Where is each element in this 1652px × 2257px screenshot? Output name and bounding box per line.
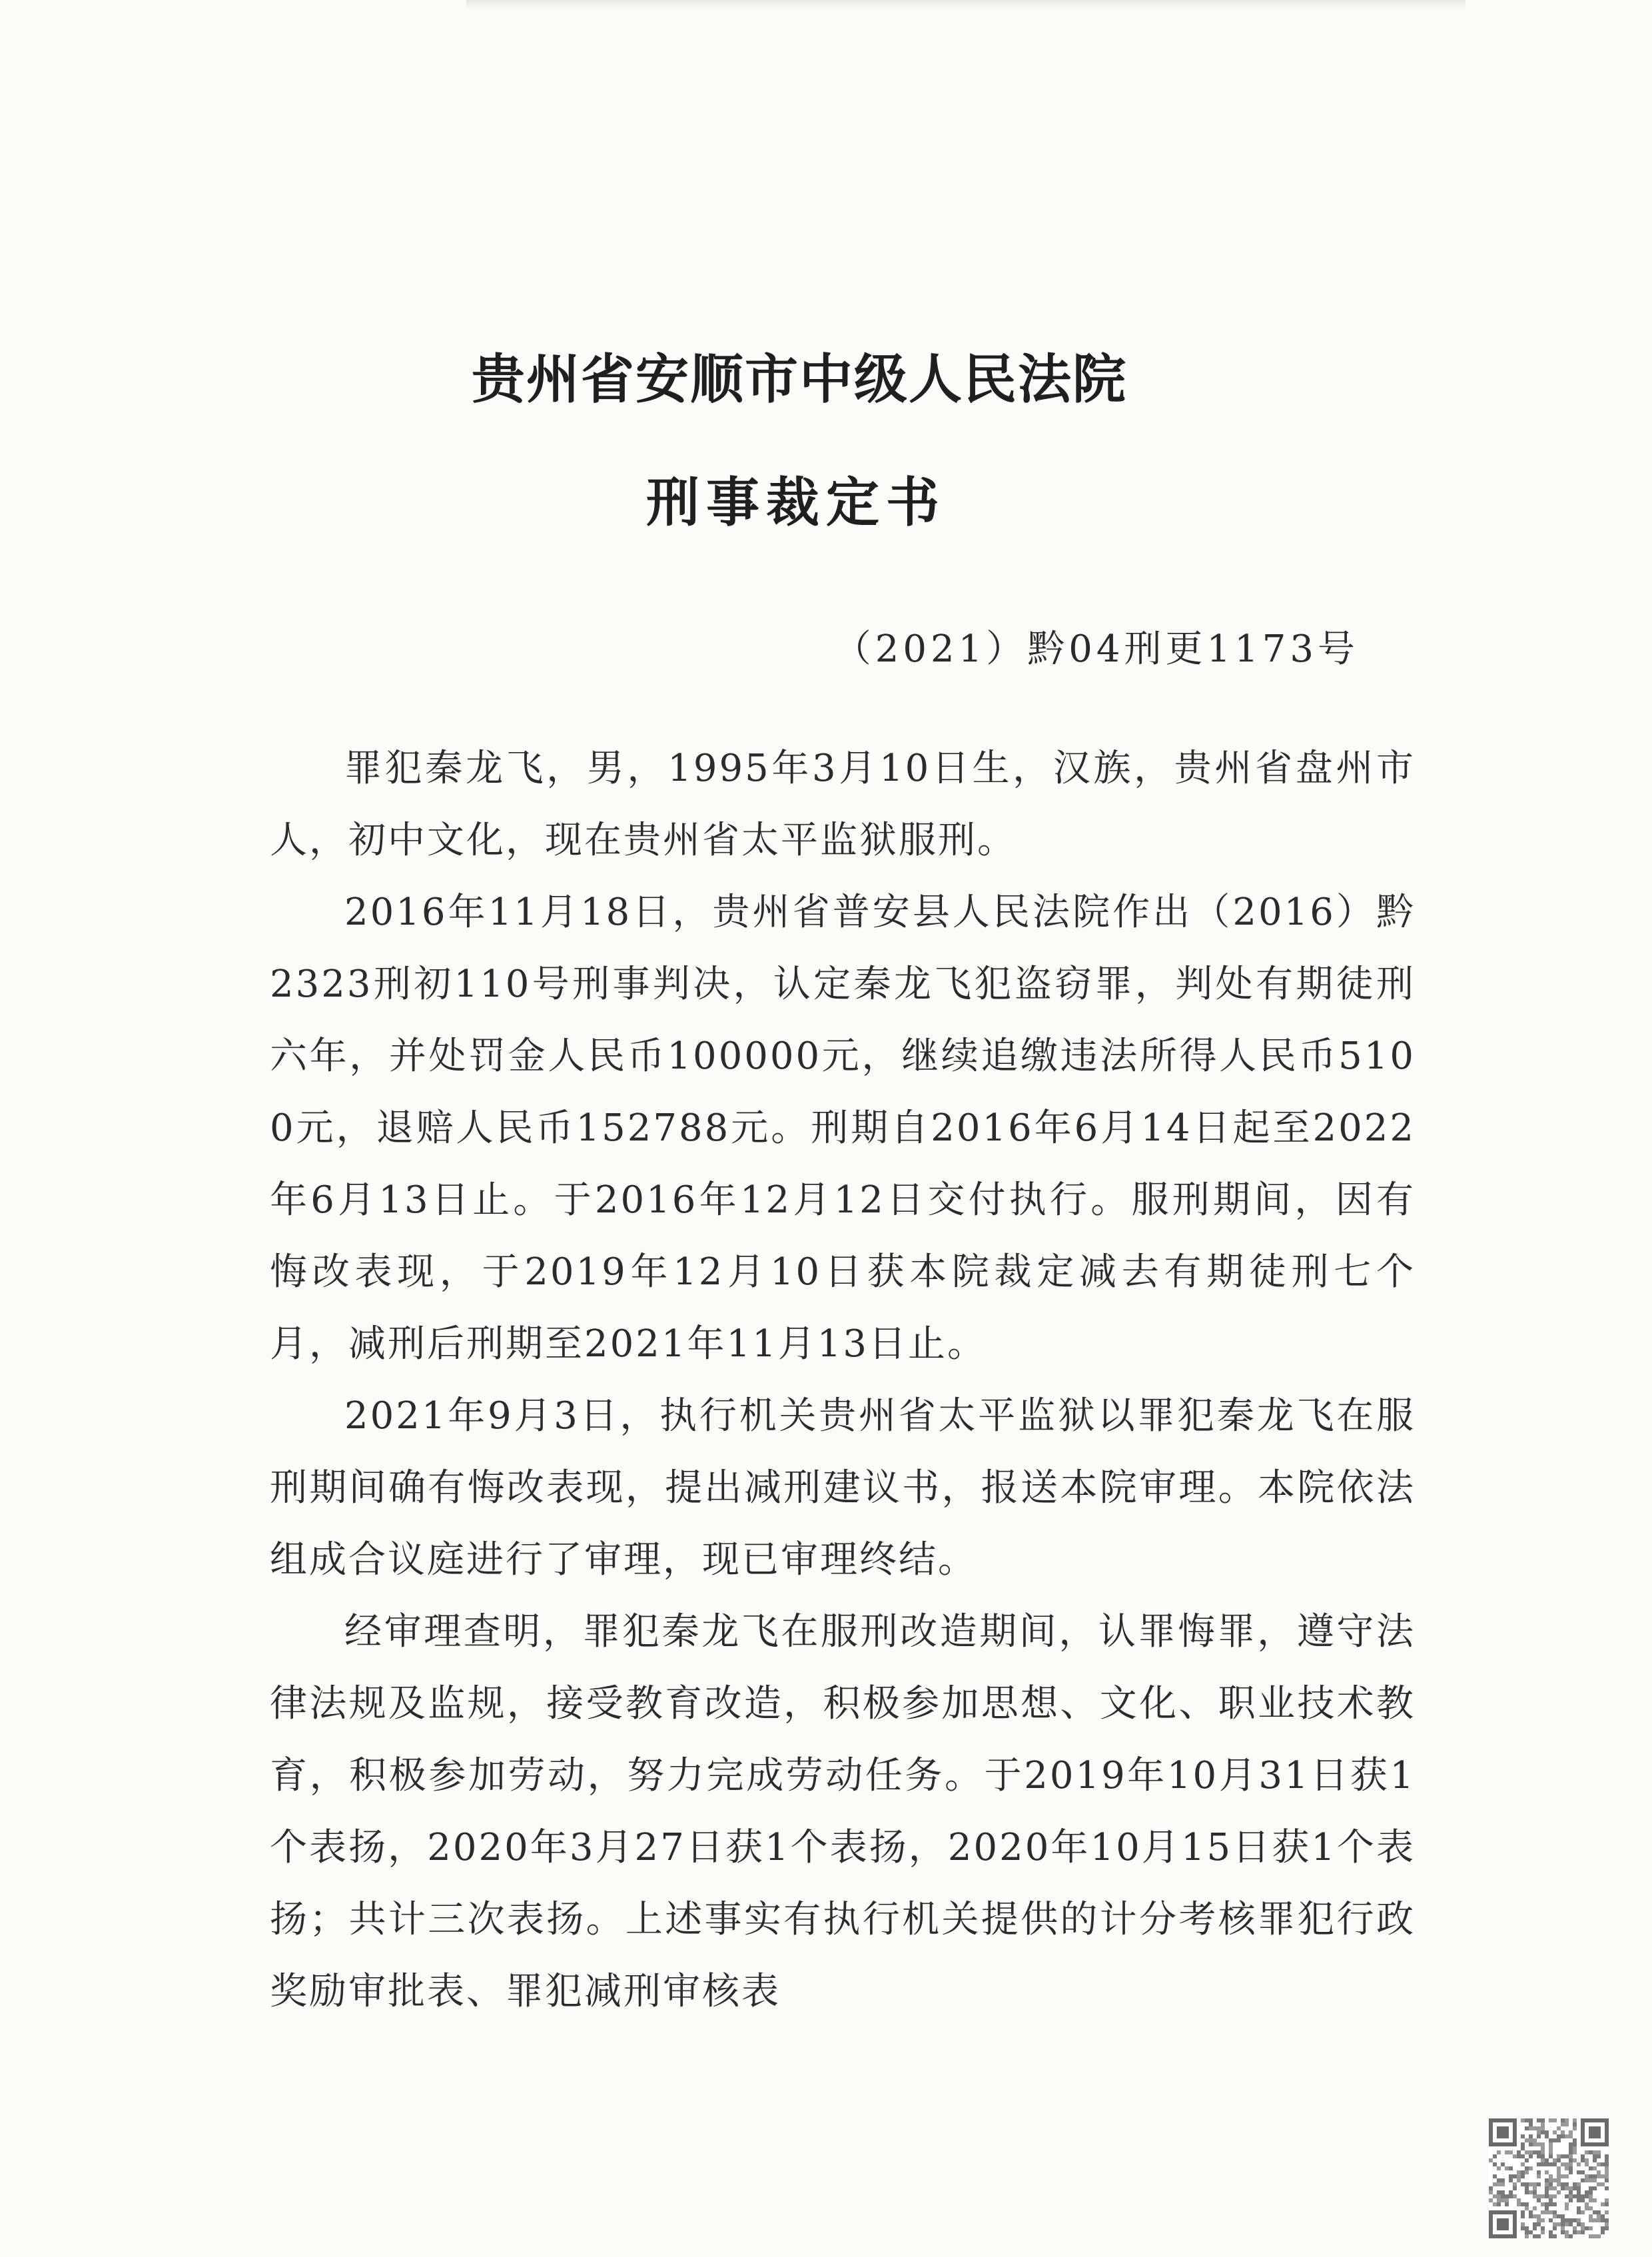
scan-edge-shadow (466, 0, 1465, 9)
paragraph-findings: 经审理查明，罪犯秦龙飞在服刑改造期间，认罪悔罪，遵守法律法规及监规，接受教育改造，积极参加思想、文化、职业技术教育，积极参加劳动，努力完成劳动任务。于2019年10月31日获1个表扬，2020年3月27日获1个表扬，2020年10月15日获1个表扬；共计三次表扬。上述事实有执行机关提供的计分考核罪犯行政奖励审批表、罪犯减刑审核表 (270, 1610, 1416, 2013)
document-type-heading: 刑事裁定书 (646, 472, 946, 534)
case-number: （2021）黔04刑更1173号 (833, 628, 1359, 671)
court-name-heading: 贵州省安顺市中级人民法院 (472, 348, 1127, 410)
paragraph-defendant-info: 罪犯秦龙飞，男，1995年3月10日生，汉族，贵州省盘州市人，初中文化，现在贵州省太平监狱服刑。 (270, 747, 1416, 862)
paragraph-original-judgment: 2016年11月18日，贵州省普安县人民法院作出（2016）黔2323刑初110号刑事判决，认定秦龙飞犯盗窃罪，判处有期徒刑六年，并处罚金人民币100000元，继续追缴违法所得人民币5100元，退赔人民币152788元。刑期自2016年6月14日起至2022年6月13日止。于2016年12月12日交付执行。服刑期间，因有悔改表现，于2019年12月10日获本院裁定减去有期徒刑七个月，减刑后刑期至2021年11月13日止。 (270, 891, 1416, 1366)
document-body (270, 733, 1416, 2028)
qr-code-icon (1489, 2118, 1609, 2238)
qr-code-graphic (1489, 2118, 1609, 2238)
paragraph-commutation-request: 2021年9月3日，执行机关贵州省太平监狱以罪犯秦龙飞在服刑期间确有悔改表现，提出减刑建议书，报送本院审理。本院依法组成合议庭进行了审理，现已审理终结。 (270, 1394, 1416, 1581)
